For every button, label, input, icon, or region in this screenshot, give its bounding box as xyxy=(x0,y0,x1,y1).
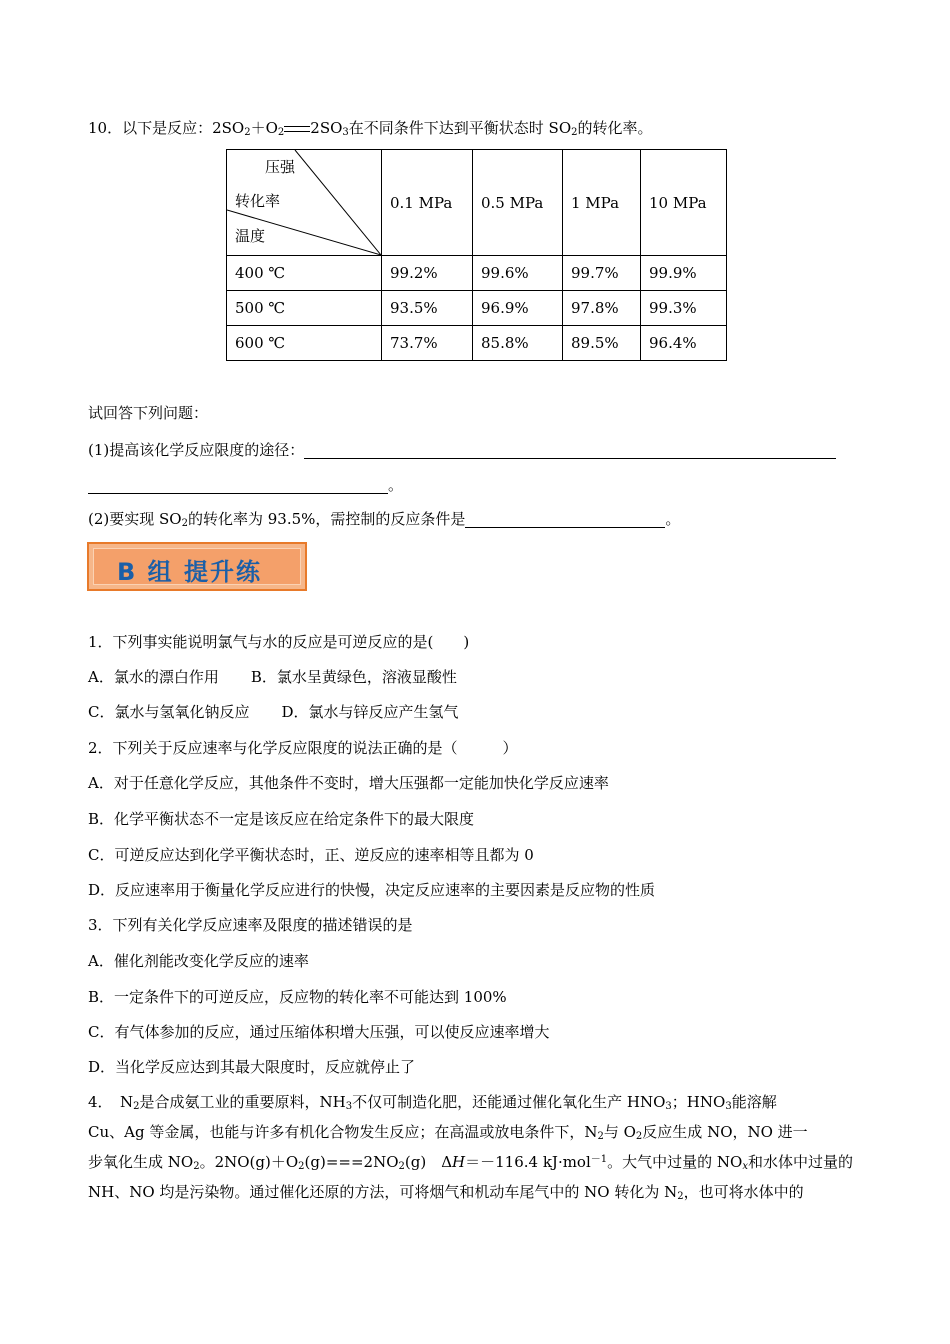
table-cell: 73.7% xyxy=(382,326,473,361)
table-row xyxy=(227,326,727,361)
q1-stem: 1．下列事实能说明氯气与水的反应是可逆反应的是( ) xyxy=(88,633,470,651)
table-header-cell: 0.1 MPa xyxy=(382,150,473,256)
table-cell: 99.2% xyxy=(382,256,473,291)
q2-option-b[interactable]: B．化学平衡状态不一定是该反应在给定条件下的最大限度 xyxy=(88,810,475,828)
q10-part1: (1)提高该化学反应限度的途径： xyxy=(88,440,836,460)
q10-part1-continued: 。 xyxy=(88,475,403,495)
q1-option-b[interactable]: B．氯水呈黄绿色，溶液显酸性 xyxy=(250,668,457,686)
table-cell: 97.8% xyxy=(563,291,641,326)
q1-option-a[interactable]: A．氯水的漂白作用 xyxy=(88,668,219,686)
section-badge-label: B 组 提升练 xyxy=(117,558,263,586)
table-cell: 96.4% xyxy=(641,326,727,361)
q10-stem: 10．以下是反应：$2SO_2+O_2$ $2SO_3$在不同条件下达到平衡状态时 $SO_2$的转化率。 xyxy=(88,119,653,138)
q4-line-4: NH、NO 均是污染物。通过催化还原的方法，可将烟气和机动车尾气中的 NO 转化为 $N_2$，也可将水体中的 xyxy=(88,1183,804,1202)
q3-option-b[interactable]: B．一定条件下的可逆反应，反应物的转化率不可能达到 100% xyxy=(88,988,507,1006)
table-cell: 89.5% xyxy=(563,326,641,361)
table-cell: 93.5% xyxy=(382,291,473,326)
corner-label-temperature: 温度 xyxy=(235,227,266,245)
table-temp-cell: 500 ℃ xyxy=(227,291,382,326)
answer-blank-2[interactable] xyxy=(465,511,665,528)
table-temp-cell: 600 ℃ xyxy=(227,326,382,361)
q2-stem: 2．下列关于反应速率与化学反应限度的说法正确的是（ ） xyxy=(88,739,518,757)
table-cell: 99.3% xyxy=(641,291,727,326)
q2-option-d[interactable]: D．反应速率用于衡量化学反应进行的快慢，决定反应速率的主要因素是反应物的性质 xyxy=(88,881,656,899)
corner-label-conversion: 转化率 xyxy=(235,192,281,210)
table-cell: 99.6% xyxy=(473,256,563,291)
table-cell: 85.8% xyxy=(473,326,563,361)
table-row xyxy=(227,291,727,326)
q2-option-a[interactable]: A．对于任意化学反应，其他条件不变时，增大压强都一定能加快化学反应速率 xyxy=(88,774,609,792)
table-header-row xyxy=(227,150,727,256)
q4-line-2: Cu、Ag 等金属，也能与许多有机化合物发生反应；在高温或放电条件下，$N_2$与 $O_2$反应生成 NO，NO 进一 xyxy=(88,1123,808,1142)
answer-blank-1b[interactable] xyxy=(88,477,388,494)
table-temp-cell: 400 ℃ xyxy=(227,256,382,291)
q1-options-row1 xyxy=(88,667,457,687)
table-row xyxy=(227,256,727,291)
answer-prompt: 试回答下列问题： xyxy=(88,404,209,422)
table-header-cell: 0.5 MPa xyxy=(473,150,563,256)
q3-option-c[interactable]: C．有气体参加的反应，通过压缩体积增大压强，可以使反应速率增大 xyxy=(88,1023,550,1041)
q2-option-c[interactable]: C．可逆反应达到化学平衡状态时，正、逆反应的速率相等且都为 0 xyxy=(88,846,534,864)
q3-stem: 3．下列有关化学反应速率及限度的描述错误的是 xyxy=(88,916,413,934)
table-header-cell: 10 MPa xyxy=(641,150,727,256)
answer-blank-1[interactable] xyxy=(304,442,836,459)
section-badge xyxy=(87,542,307,591)
table-header-cell: 1 MPa xyxy=(563,150,641,256)
q1-option-d[interactable]: D．氯水与锌反应产生氢气 xyxy=(281,703,459,721)
q3-option-d[interactable]: D．当化学反应达到其最大限度时，反应就停止了 xyxy=(88,1058,416,1076)
equilibrium-arrow-icon xyxy=(284,125,310,133)
table-cell: 99.7% xyxy=(563,256,641,291)
q1-option-c[interactable]: C．氯水与氢氧化钠反应 xyxy=(88,703,250,721)
table-corner-cell xyxy=(227,150,382,256)
q10-part2: (2)要实现 $SO_2$的转化率为 93.5%，需控制的反应条件是 。 xyxy=(88,510,681,529)
table-cell: 99.9% xyxy=(641,256,727,291)
corner-label-pressure: 压强 xyxy=(265,158,296,176)
q1-options-row2 xyxy=(88,702,459,722)
conversion-table xyxy=(226,149,727,361)
q4-line-3: 步氧化生成 $NO_2$。$2NO(g)+O_2(g)===2NO_2(g)$ ΔH＝－116.4 kJ·mol$^{-1}$。大气中过量的 $NO_x$和水体中过量的 xyxy=(88,1153,853,1172)
q4-line-1: 4． $N_2$是合成氨工业的重要原料，$NH_3$不仅可制造化肥，还能通过催化氧化生产 $HNO_3$；$HNO_3$能溶解 xyxy=(88,1093,777,1112)
q3-option-a[interactable]: A．催化剂能改变化学反应的速率 xyxy=(88,952,309,970)
table-cell: 96.9% xyxy=(473,291,563,326)
